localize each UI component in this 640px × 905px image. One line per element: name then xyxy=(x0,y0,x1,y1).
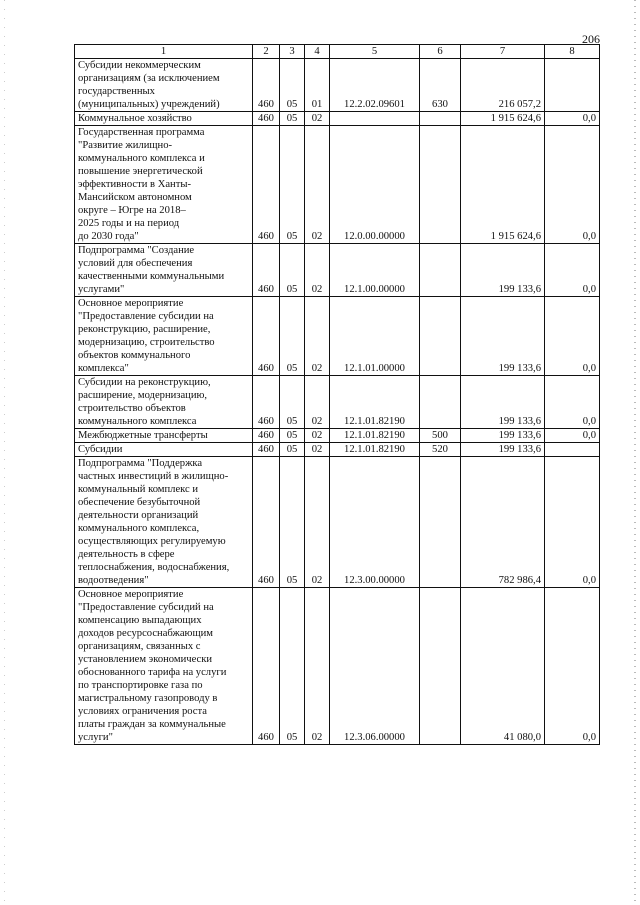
cell-amount: 216 057,2 xyxy=(461,59,545,112)
cell-amount-extra xyxy=(545,443,600,457)
cell-amount-extra: 0,0 xyxy=(545,297,600,376)
cell-amount-extra: 0,0 xyxy=(545,429,600,443)
scan-edge-left xyxy=(4,0,5,905)
table-row xyxy=(75,297,600,376)
cell-admin-code: 460 xyxy=(253,376,280,429)
cell-section: 05 xyxy=(280,297,305,376)
cell-amount: 1 915 624,6 xyxy=(461,126,545,244)
cell-amount-extra: 0,0 xyxy=(545,112,600,126)
row-description: Субсидии xyxy=(75,443,253,457)
cell-subsection: 02 xyxy=(305,297,330,376)
cell-section: 05 xyxy=(280,376,305,429)
row-description: Коммунальное хозяйство xyxy=(75,112,253,126)
cell-expense-type xyxy=(420,126,461,244)
cell-subsection: 02 xyxy=(305,443,330,457)
row-description: Подпрограмма "Поддержка частных инвестиций в жилищно- коммунальный комплекс и обеспечение безубыточной деятельности организаций коммунального комплекса, осуществляющих регулируемую деятельность в сфере теплоснабжения, водоснабжения, водоотведения" xyxy=(75,457,253,588)
row-description: Основное мероприятие "Предоставление субсидии на реконструкцию, расширение, модернизацию, строительство объектов коммунального комплекса" xyxy=(75,297,253,376)
cell-subsection: 01 xyxy=(305,59,330,112)
cell-amount: 782 986,4 xyxy=(461,457,545,588)
cell-subsection: 02 xyxy=(305,126,330,244)
cell-subsection: 02 xyxy=(305,112,330,126)
table-row xyxy=(75,443,600,457)
cell-target-article: 12.1.01.82190 xyxy=(330,429,420,443)
table-row xyxy=(75,588,600,745)
table-row xyxy=(75,244,600,297)
cell-expense-type xyxy=(420,457,461,588)
column-header-row xyxy=(75,45,600,59)
cell-amount: 1 915 624,6 xyxy=(461,112,545,126)
cell-target-article: 12.1.01.82190 xyxy=(330,443,420,457)
cell-amount: 199 133,6 xyxy=(461,429,545,443)
budget-table xyxy=(74,44,600,745)
cell-target-article: 12.1.01.00000 xyxy=(330,297,420,376)
cell-target-article: 12.1.01.82190 xyxy=(330,376,420,429)
cell-admin-code: 460 xyxy=(253,457,280,588)
column-header: 6 xyxy=(420,45,461,59)
cell-expense-type xyxy=(420,297,461,376)
table-row xyxy=(75,376,600,429)
cell-expense-type xyxy=(420,112,461,126)
cell-admin-code: 460 xyxy=(253,297,280,376)
cell-amount-extra: 0,0 xyxy=(545,376,600,429)
cell-admin-code: 460 xyxy=(253,443,280,457)
table-row xyxy=(75,59,600,112)
cell-expense-type xyxy=(420,376,461,429)
cell-target-article: 12.1.00.00000 xyxy=(330,244,420,297)
cell-admin-code: 460 xyxy=(253,588,280,745)
row-description: Субсидии на реконструкцию, расширение, модернизацию, строительство объектов коммунального комплекса xyxy=(75,376,253,429)
cell-amount-extra: 0,0 xyxy=(545,588,600,745)
row-description: Подпрограмма "Создание условий для обеспечения качественными коммунальными услугами" xyxy=(75,244,253,297)
cell-section: 05 xyxy=(280,429,305,443)
scan-edge-right xyxy=(634,0,636,905)
cell-amount-extra: 0,0 xyxy=(545,126,600,244)
cell-subsection: 02 xyxy=(305,244,330,297)
cell-target-article: 12.3.00.00000 xyxy=(330,457,420,588)
cell-amount-extra: 0,0 xyxy=(545,457,600,588)
cell-amount-extra xyxy=(545,59,600,112)
cell-target-article: 12.3.06.00000 xyxy=(330,588,420,745)
cell-section: 05 xyxy=(280,588,305,745)
cell-subsection: 02 xyxy=(305,429,330,443)
cell-amount: 199 133,6 xyxy=(461,297,545,376)
row-description: Межбюджетные трансферты xyxy=(75,429,253,443)
table-row xyxy=(75,112,600,126)
cell-section: 05 xyxy=(280,443,305,457)
cell-admin-code: 460 xyxy=(253,112,280,126)
column-header: 3 xyxy=(280,45,305,59)
row-description: Основное мероприятие "Предоставление субсидий на компенсацию выпадающих доходов ресурсоснабжающим организациям, связанных с установлением экономически обоснованного тарифа на услуги по транспортировке газа по магистральному газопроводу в условиях ограничения роста платы граждан за коммунальные услуги" xyxy=(75,588,253,745)
cell-admin-code: 460 xyxy=(253,59,280,112)
table-row xyxy=(75,126,600,244)
cell-section: 05 xyxy=(280,112,305,126)
cell-section: 05 xyxy=(280,244,305,297)
column-header: 2 xyxy=(253,45,280,59)
cell-expense-type xyxy=(420,588,461,745)
column-header: 7 xyxy=(461,45,545,59)
column-header: 4 xyxy=(305,45,330,59)
cell-admin-code: 460 xyxy=(253,429,280,443)
cell-target-article: 12.2.02.09601 xyxy=(330,59,420,112)
cell-amount-extra: 0,0 xyxy=(545,244,600,297)
page-number: 206 xyxy=(582,32,600,46)
cell-amount: 41 080,0 xyxy=(461,588,545,745)
table-row xyxy=(75,457,600,588)
cell-section: 05 xyxy=(280,126,305,244)
cell-target-article xyxy=(330,112,420,126)
column-header: 8 xyxy=(545,45,600,59)
cell-subsection: 02 xyxy=(305,588,330,745)
cell-section: 05 xyxy=(280,59,305,112)
cell-expense-type: 500 xyxy=(420,429,461,443)
table-row xyxy=(75,429,600,443)
row-description: Государственная программа "Развитие жилищно- коммунального комплекса и повышение энергетической эффективности в Ханты- Мансийском автономном округе – Югре на 2018– 2025 годы и на период до 2030 года" xyxy=(75,126,253,244)
column-header: 1 xyxy=(75,45,253,59)
cell-section: 05 xyxy=(280,457,305,588)
cell-amount: 199 133,6 xyxy=(461,376,545,429)
row-description: Субсидии некоммерческим организациям (за исключением государственных (муниципальных) учреждений) xyxy=(75,59,253,112)
cell-target-article: 12.0.00.00000 xyxy=(330,126,420,244)
column-header: 5 xyxy=(330,45,420,59)
cell-amount: 199 133,6 xyxy=(461,443,545,457)
cell-subsection: 02 xyxy=(305,457,330,588)
cell-admin-code: 460 xyxy=(253,126,280,244)
cell-subsection: 02 xyxy=(305,376,330,429)
cell-admin-code: 460 xyxy=(253,244,280,297)
cell-expense-type xyxy=(420,244,461,297)
cell-amount: 199 133,6 xyxy=(461,244,545,297)
cell-expense-type: 520 xyxy=(420,443,461,457)
cell-expense-type: 630 xyxy=(420,59,461,112)
